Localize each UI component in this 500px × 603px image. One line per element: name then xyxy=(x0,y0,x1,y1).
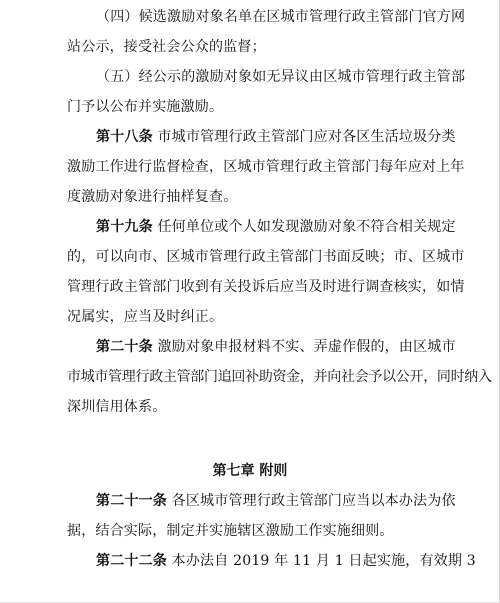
paragraph-line: 站公示，接受社会公众的监督； xyxy=(67,39,266,55)
paragraph-line: 度激励对象进行抽样复查。 xyxy=(67,189,238,205)
paragraph-line: 据，结合实际，制定并实施辖区激励工作实施细则。 xyxy=(67,523,394,539)
article-18-first-line xyxy=(96,128,456,146)
article-21-first-line xyxy=(96,492,456,510)
article-21-text: 各区城市管理行政主管部门应当以本办法为依 xyxy=(171,493,456,509)
paragraph-line: 管理行政主管部门收到有关投诉后应当及时进行调查核实，如情 xyxy=(67,279,465,295)
article-22-text: 本办法自 2019 年 11 月 1 日起实施，有效期 3 xyxy=(171,553,476,569)
article-18-text: 市城市管理行政主管部门应对各区生活垃圾分类 xyxy=(157,129,456,145)
paragraph-line: 市城市管理行政主管部门追回补助资金，并向社会予以公开，同时纳入 xyxy=(67,369,492,385)
article-22-label: 第二十二条 xyxy=(96,553,167,569)
article-18-label: 第十八条 xyxy=(96,129,153,145)
paragraph-line: 激励工作进行监督检查，区城市管理行政主管部门每年应对上年 xyxy=(67,159,465,175)
paragraph-line: 门予以公布并实施激励。 xyxy=(67,99,224,115)
paragraph-line: （五）经公示的激励对象如无异议由区城市管理行政主管部 xyxy=(96,69,466,85)
paragraph-line: 况属实，应当及时纠正。 xyxy=(67,309,224,325)
chapter-title: 第七章 附则 xyxy=(212,463,288,479)
article-20-label: 第二十条 xyxy=(96,339,153,355)
paragraph-line: 的，可以向市、区城市管理行政主管部门书面反映；市、区城市 xyxy=(67,249,465,265)
paragraph-line: （四）候选激励对象名单在区城市管理行政主管部门官方网 xyxy=(96,9,466,25)
article-19-label: 第十九条 xyxy=(96,219,153,235)
article-20-first-line xyxy=(96,338,456,356)
paragraph-line: 深圳信用体系。 xyxy=(67,399,167,415)
article-22-first-line xyxy=(96,552,476,570)
article-19-text: 任何单位或个人如发现激励对象不符合相关规定 xyxy=(157,219,456,235)
article-20-text: 激励对象申报材料不实、弄虚作假的，由区城市 xyxy=(157,339,456,355)
article-19-first-line xyxy=(96,218,456,236)
article-21-label: 第二十一条 xyxy=(96,493,167,509)
